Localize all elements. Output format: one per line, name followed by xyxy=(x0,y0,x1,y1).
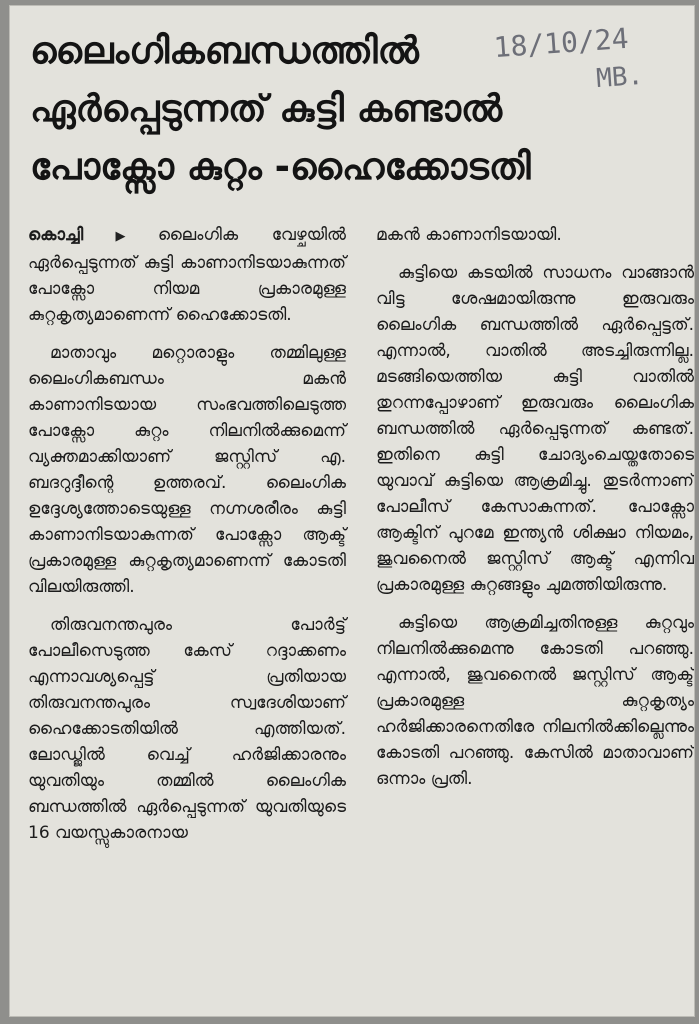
handwritten-initials: MB. xyxy=(595,60,645,95)
article-paragraph-1 xyxy=(28,222,346,328)
dateline: കൊച്ചി xyxy=(28,225,84,245)
article-paragraph-3-continued: മകൻ കാണാനിടയായി. xyxy=(376,225,562,245)
article-paragraph-5: കുട്ടിയെ ആക്രമിച്ചതിനുള്ള കുറ്റവും നിലനിൽക്കുമെന്നു കോടതി പറഞ്ഞു. എന്നാൽ, ജുവനൈൽ ജസ്റ്റിസ് ആക്ട് പ്രകാരമുള്ള കുറ്റകൃത്യം ഹർജിക്കാരനെതിരേ നിലനിൽക്കില്ലെന്നും കോടതി പറഞ്ഞു. കേസിൽ മാതാവാണ് ഒന്നാം പ്രതി. xyxy=(376,613,694,789)
headline-line-2: ഏർപ്പെടുന്നത് കുട്ടി കണ്ടാൽ xyxy=(30,87,503,130)
headline-line-3: പോക്സോ കുറ്റം -ഹൈക്കോടതി xyxy=(30,145,531,188)
dateline-arrow-icon: ▶ xyxy=(87,229,154,244)
handwritten-date: 18/10/24 xyxy=(492,21,630,65)
article-paragraph-3: തിരുവനന്തപുരം പോർട്ട് പോലീസെടുത്ത കേസ് റദ്ദാക്കണം എന്നാവശ്യപ്പെട്ട് പ്രതിയായ തിരുവനന്തപുരം സ്വദേശിയാണ് ഹൈക്കോടതിയിൽ എത്തിയത്. ലോഡ്ജിൽ വെച്ച് ഹർജിക്കാരനും യുവതിയും തമ്മിൽ ലൈംഗിക ബന്ധത്തിൽ ഏർപ്പെടുന്നത് യുവതിയുടെ 16 വയസ്സുകാരനായ xyxy=(28,615,346,843)
article-column-left xyxy=(28,222,346,858)
article-paragraph-4: കുട്ടിയെ കടയിൽ സാധനം വാങ്ങാൻ വിട്ട ശേഷമായിരുന്നു ഇരുവരും ലൈംഗിക ബന്ധത്തിൽ ഏർപ്പെട്ടത്. എന്നാൽ, വാതിൽ അടച്ചിരുന്നില്ല. മടങ്ങിയെത്തിയ കുട്ടി വാതിൽ തുറന്നപ്പോഴാണ് ഇരുവരും ലൈംഗിക ബന്ധത്തിൽ ഏർപ്പെടുന്നത് കണ്ടത്. ഇതിനെ കുട്ടി ചോദ്യംചെയ്തതോടെ യുവാവ് കുട്ടിയെ ആക്രമിച്ചു. തുടർന്നാണ് പോലീസ് കേസാകുന്നത്. പോക്സോ ആക്ടിന് പുറമേ ഇന്ത്യൻ ശിക്ഷാ നിയമം, ജുവനൈൽ ജസ്റ്റിസ് ആക്ട് എന്നിവ പ്രകാരമുള്ള കുറ്റങ്ങളും ചുമത്തിയിരുന്നു. xyxy=(376,263,694,595)
headline-line-1: ലൈംഗികബന്ധത്തിൽ xyxy=(30,29,419,72)
newspaper-clipping xyxy=(10,6,694,1016)
paragraph-1-text: ലൈംഗിക വേഴ്ചയിൽ ഏർപ്പെടുന്നത് കുട്ടി കാണാനിടയാകുന്നത് പോക്സോ നിയമ പ്രകാരമുള്ള കുറ്റകൃത്യമാണെന്ന് ഹൈക്കോടതി. xyxy=(28,225,346,325)
article-body xyxy=(28,222,694,1002)
article-paragraph-2: മാതാവും മറ്റൊരാളും തമ്മിലുള്ള ലൈംഗികബന്ധം മകൻ കാണാനിടയായ സംഭവത്തിലെടുത്ത പോക്സോ കുറ്റം നിലനിൽക്കുമെന്ന് വ്യക്തമാക്കിയാണ് ജസ്റ്റിസ് എ. ബദറുദ്ദീന്റെ ഉത്തരവ്. ലൈംഗിക ഉദ്ദേശ്യത്തോടെയുള്ള നഗ്നശരീരം കുട്ടി കാണാനിടയാകുന്നത് പോക്സോ ആക്ട് പ്രകാരമുള്ള കുറ്റകൃത്യമാണെന്ന് കോടതി വിലയിരുത്തി. xyxy=(28,343,346,597)
handwritten-note xyxy=(493,21,645,103)
article-column-right xyxy=(376,222,694,804)
